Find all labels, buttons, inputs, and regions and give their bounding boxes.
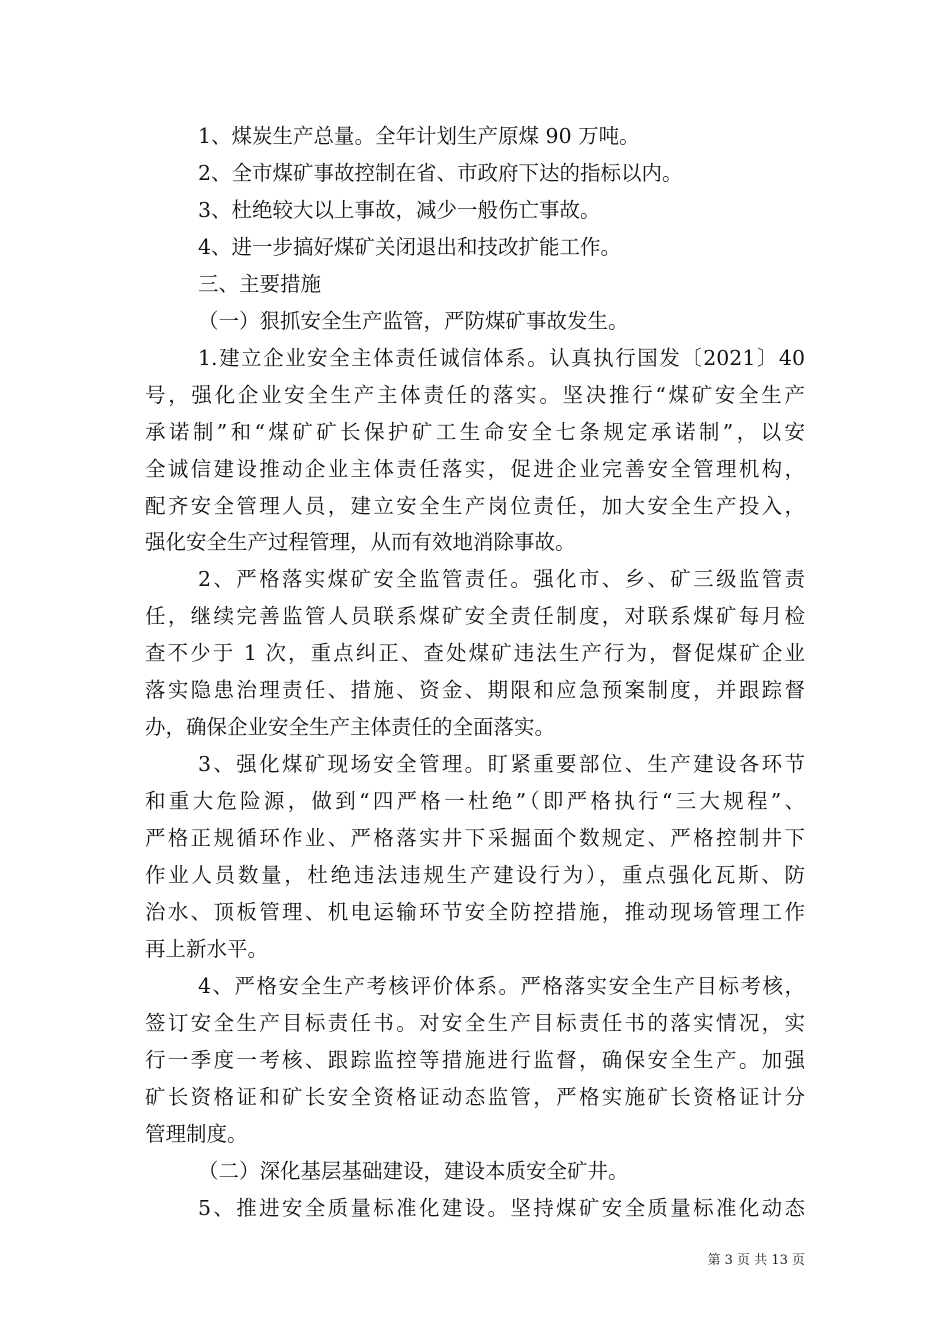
text-line: 和重大危险源，做到“四严格一杜绝”（即严格执行“三大规程”、 <box>145 789 805 814</box>
text-line: （二）深化基层基础建设，建设本质安全矿井。 <box>198 1158 629 1183</box>
text-line: 矿长资格证和矿长安全资格证动态监管，严格实施矿长资格证计分 <box>145 1084 805 1109</box>
text-line: 任，继续完善监管人员联系煤矿安全责任制度，对联系煤矿每月检 <box>145 604 805 629</box>
text-line: 号，强化企业安全生产主体责任的落实。坚决推行“煤矿安全生产 <box>145 382 805 407</box>
text-line: 全诚信建设推动企业主体责任落实，促进企业完善安全管理机构， <box>145 456 805 481</box>
text-line: 4、进一步搞好煤矿关闭退出和技改扩能工作。 <box>198 234 622 259</box>
page-number: 第 3 页 共 13 页 <box>707 1253 805 1268</box>
text-line: 5、推进安全质量标准化建设。坚持煤矿安全质量标准化动态 <box>198 1195 805 1220</box>
text-line: 三、主要措施 <box>198 271 321 296</box>
text-line: 2、全市煤矿事故控制在省、市政府下达的指标以内。 <box>198 160 683 185</box>
text-line: 管理制度。 <box>145 1121 248 1146</box>
text-line: 作业人员数量，杜绝违法违规生产建设行为），重点强化瓦斯、防 <box>145 863 805 887</box>
text-line: 3、杜绝较大以上事故，减少一般伤亡事故。 <box>198 197 601 222</box>
text-line: 再上新水平。 <box>145 936 268 961</box>
text-line: 强化安全生产过程管理，从而有效地消除事故。 <box>145 530 576 555</box>
text-line: 查不少于 1 次，重点纠正、查处煤矿违法生产行为，督促煤矿企业 <box>145 641 805 666</box>
text-line: 办，确保企业安全生产主体责任的全面落实。 <box>145 715 555 740</box>
text-line: 治水、顶板管理、机电运输环节安全防控措施，推动现场管理工作 <box>145 899 805 924</box>
text-line: 落实隐患治理责任、措施、资金、期限和应急预案制度，并跟踪督 <box>145 678 805 703</box>
text-line: 严格正规循环作业、严格落实井下采掘面个数规定、严格控制井下 <box>145 826 805 851</box>
text-line: 配齐安全管理人员，建立安全生产岗位责任，加大安全生产投入， <box>145 493 805 518</box>
text-line: 4、严格安全生产考核评价体系。严格落实安全生产目标考核， <box>198 973 805 998</box>
text-line: 行一季度一考核、跟踪监控等措施进行监督，确保安全生产。加强 <box>145 1047 805 1072</box>
text-line: 1、煤炭生产总量。全年计划生产原煤 90 万吨。 <box>198 124 640 148</box>
text-line: （一）狠抓安全生产监管，严防煤矿事故发生。 <box>198 308 629 333</box>
text-line: 承诺制”和“煤矿矿长保护矿工生命安全七条规定承诺制”，以安 <box>145 419 805 444</box>
text-line: 1.建立企业安全主体责任诚信体系。认真执行国发〔2021〕40 <box>198 345 805 370</box>
text-line: 2、严格落实煤矿安全监管责任。强化市、乡、矿三级监管责 <box>198 567 805 592</box>
text-line: 签订安全生产目标责任书。对安全生产目标责任书的落实情况，实 <box>145 1010 805 1035</box>
text-line: 3、强化煤矿现场安全管理。盯紧重要部位、生产建设各环节 <box>198 752 805 777</box>
